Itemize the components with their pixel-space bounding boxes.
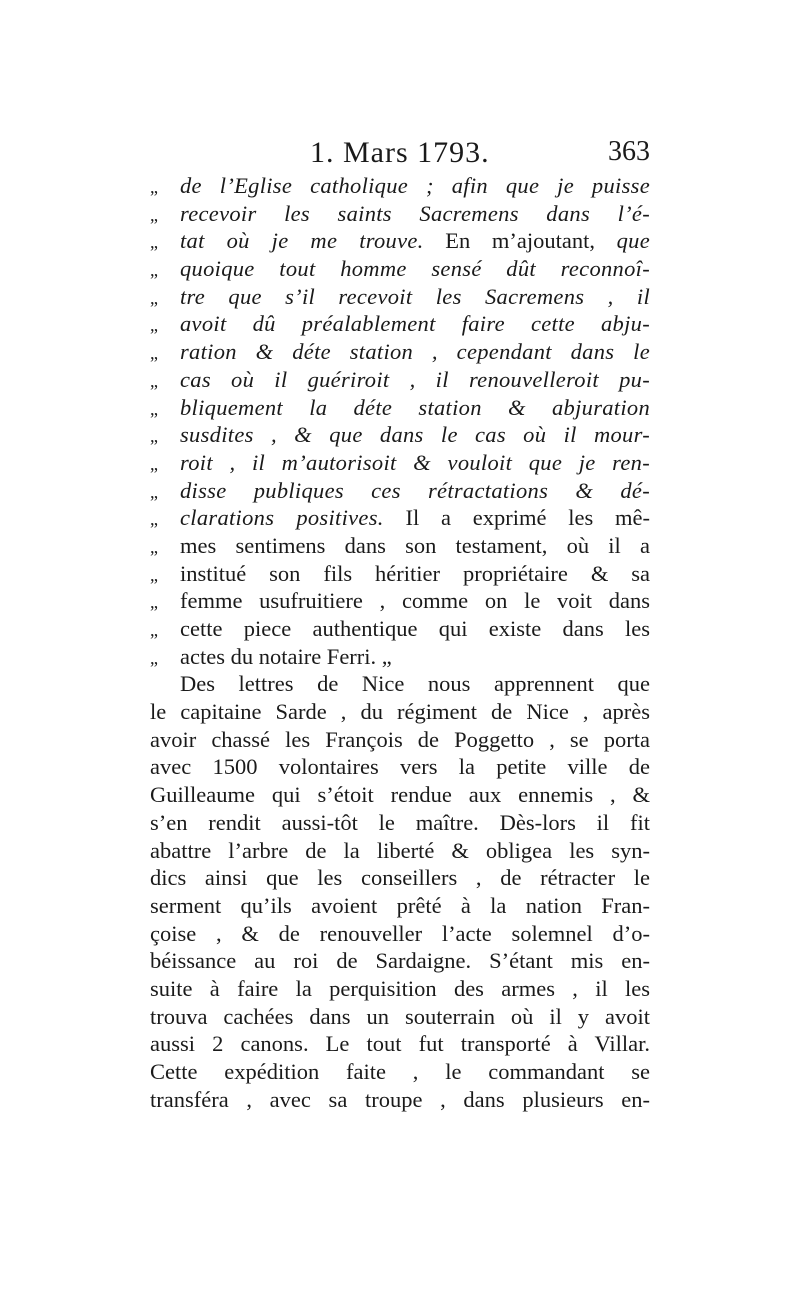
italic-run: roit , il m’autorisoit & vouloit que je ren- xyxy=(180,449,650,475)
roman-run: Guilleaume qui s’étoit rendue aux ennemis , & xyxy=(150,782,650,808)
text-line xyxy=(150,394,650,422)
text-line xyxy=(150,864,650,892)
italic-run: quoique tout homme sensé dût reconnoî- xyxy=(180,256,650,282)
text-line xyxy=(150,227,650,255)
roman-run: dics ainsi que les conseillers , de rétracter le xyxy=(150,865,650,891)
line-text xyxy=(150,892,650,920)
line-text xyxy=(150,698,650,726)
quote-mark: „ xyxy=(150,426,158,447)
text-line xyxy=(150,975,650,1003)
text-line xyxy=(150,698,650,726)
quote-mark: „ xyxy=(150,592,158,613)
line-text xyxy=(150,726,650,754)
italic-run: recevoir les saints Sacremens dans l’é- xyxy=(180,200,650,226)
roman-run: abattre l’arbre de la liberté & obligea les syn- xyxy=(150,837,650,863)
quote-mark: „ xyxy=(150,343,158,364)
quote-mark: „ xyxy=(150,564,158,585)
text-line xyxy=(150,310,650,338)
text-line xyxy=(150,1058,650,1086)
line-text xyxy=(150,781,650,809)
text-line xyxy=(150,809,650,837)
roman-run: trouva cachées dans un souterrain où il y avoit xyxy=(150,1003,650,1029)
roman-run: çoise , & de renouveller l’acte solemnel d’o- xyxy=(150,920,650,946)
italic-run: disse publiques ces rétractations & dé- xyxy=(180,477,650,503)
line-text xyxy=(180,227,650,255)
text-line xyxy=(150,753,650,781)
roman-run: Des lettres de Nice nous apprennent que xyxy=(180,671,650,697)
line-text xyxy=(150,864,650,892)
line-text xyxy=(180,366,650,394)
roman-run: serment qu’ils avoient prêté à la nation Fran- xyxy=(150,892,650,918)
line-text xyxy=(180,643,650,671)
quote-mark: „ xyxy=(150,509,158,530)
quote-mark: „ xyxy=(150,647,158,668)
text-line xyxy=(150,560,650,588)
roman-run: suite à faire la perquisition des armes , il les xyxy=(150,975,650,1001)
page-number: 363 xyxy=(608,136,650,167)
quote-mark: „ xyxy=(150,398,158,419)
body-text xyxy=(150,172,650,1113)
text-line xyxy=(150,366,650,394)
line-text xyxy=(180,255,650,283)
line-text xyxy=(180,172,650,200)
text-line xyxy=(150,172,650,200)
line-text xyxy=(180,504,650,532)
line-text xyxy=(150,670,650,698)
text-line xyxy=(150,449,650,477)
quote-mark: „ xyxy=(150,204,158,225)
roman-run: avec 1500 volontaires vers la petite ville de xyxy=(150,754,650,780)
roman-run: actes du notaire Ferri. „ xyxy=(180,643,392,669)
quote-mark: „ xyxy=(150,453,158,474)
text-line xyxy=(150,615,650,643)
text-line xyxy=(150,1030,650,1058)
line-text xyxy=(150,1030,650,1058)
quote-mark: „ xyxy=(150,287,158,308)
text-line xyxy=(150,920,650,948)
roman-run: transféra , avec sa troupe , dans plusieurs en- xyxy=(150,1086,650,1112)
line-text xyxy=(180,310,650,338)
line-text xyxy=(180,394,650,422)
quote-mark: „ xyxy=(150,177,158,197)
italic-run: clarations positives. xyxy=(180,505,384,531)
quote-mark: „ xyxy=(150,260,158,281)
roman-run: institué son fils héritier propriétaire & sa xyxy=(180,560,650,586)
quote-mark: „ xyxy=(150,536,158,557)
line-text xyxy=(150,1058,650,1086)
line-text xyxy=(180,560,650,588)
line-text xyxy=(150,920,650,948)
quote-mark: „ xyxy=(150,315,158,336)
page-header xyxy=(150,136,650,172)
text-line xyxy=(150,477,650,505)
line-text xyxy=(180,421,650,449)
quote-mark: „ xyxy=(150,481,158,502)
line-text xyxy=(180,532,650,560)
roman-run: En m’ajoutant, xyxy=(423,228,617,254)
text-line xyxy=(150,532,650,560)
italic-run: ration & déte station , cependant dans le xyxy=(180,339,650,365)
line-text xyxy=(150,1003,650,1031)
line-text xyxy=(150,947,650,975)
text-line xyxy=(150,255,650,283)
italic-run: de l’Eglise catholique ; afin que je puisse xyxy=(180,173,650,198)
text-line xyxy=(150,421,650,449)
italic-run: bliquement la déte station & abjuration xyxy=(180,394,650,420)
line-text xyxy=(180,338,650,366)
roman-run: s’en rendit aussi-tôt le maître. Dès-lors il fit xyxy=(150,809,650,835)
quote-mark: „ xyxy=(150,232,158,253)
line-text xyxy=(150,975,650,1003)
italic-run: que xyxy=(616,228,650,254)
line-text xyxy=(180,200,650,228)
text-line xyxy=(150,283,650,311)
line-text xyxy=(180,449,650,477)
roman-run: femme usufruitiere , comme on le voit dans xyxy=(180,588,650,614)
roman-run: mes sentimens dans son testament, où il a xyxy=(180,532,650,558)
quote-mark: „ xyxy=(150,620,158,640)
line-text xyxy=(180,477,650,505)
text-line xyxy=(150,726,650,754)
text-line xyxy=(150,670,650,698)
line-text xyxy=(150,753,650,781)
text-line xyxy=(150,947,650,975)
line-text xyxy=(150,1086,650,1114)
text-line xyxy=(150,643,650,671)
italic-run: avoit dû préalablement faire cette abju- xyxy=(180,311,650,337)
text-line xyxy=(150,200,650,228)
roman-run: Cette expédition faite , le commandant se xyxy=(150,1059,650,1084)
line-text xyxy=(180,587,650,615)
text-line xyxy=(150,504,650,532)
text-line xyxy=(150,338,650,366)
line-text xyxy=(150,837,650,865)
italic-run: tat où je me trouve. xyxy=(180,228,424,254)
running-head: 1. Mars 1793. xyxy=(310,136,490,169)
line-text xyxy=(180,283,650,311)
text-line xyxy=(150,837,650,865)
line-text xyxy=(180,615,650,643)
italic-run: cas où il guériroit , il renouvelleroit pu- xyxy=(180,366,650,392)
roman-run: cette piece authentique qui existe dans les xyxy=(180,616,650,641)
text-line xyxy=(150,587,650,615)
italic-run: tre que s’il recevoit les Sacremens , il xyxy=(180,283,650,309)
roman-run: le capitaine Sarde , du régiment de Nice , après xyxy=(150,699,650,725)
line-text xyxy=(150,809,650,837)
text-line xyxy=(150,781,650,809)
text-line xyxy=(150,892,650,920)
quote-mark: „ xyxy=(150,370,158,391)
text-line xyxy=(150,1003,650,1031)
roman-run: aussi 2 canons. Le tout fut transporté à Villar. xyxy=(150,1031,650,1057)
roman-run: Il a exprimé les mê- xyxy=(383,505,650,531)
roman-run: béissance au roi de Sardaigne. S’étant mis en- xyxy=(150,948,650,974)
italic-run: susdites , & que dans le cas où il mour- xyxy=(180,422,650,448)
text-line xyxy=(150,1086,650,1114)
roman-run: avoir chassé les François de Poggetto , se porta xyxy=(150,726,650,752)
